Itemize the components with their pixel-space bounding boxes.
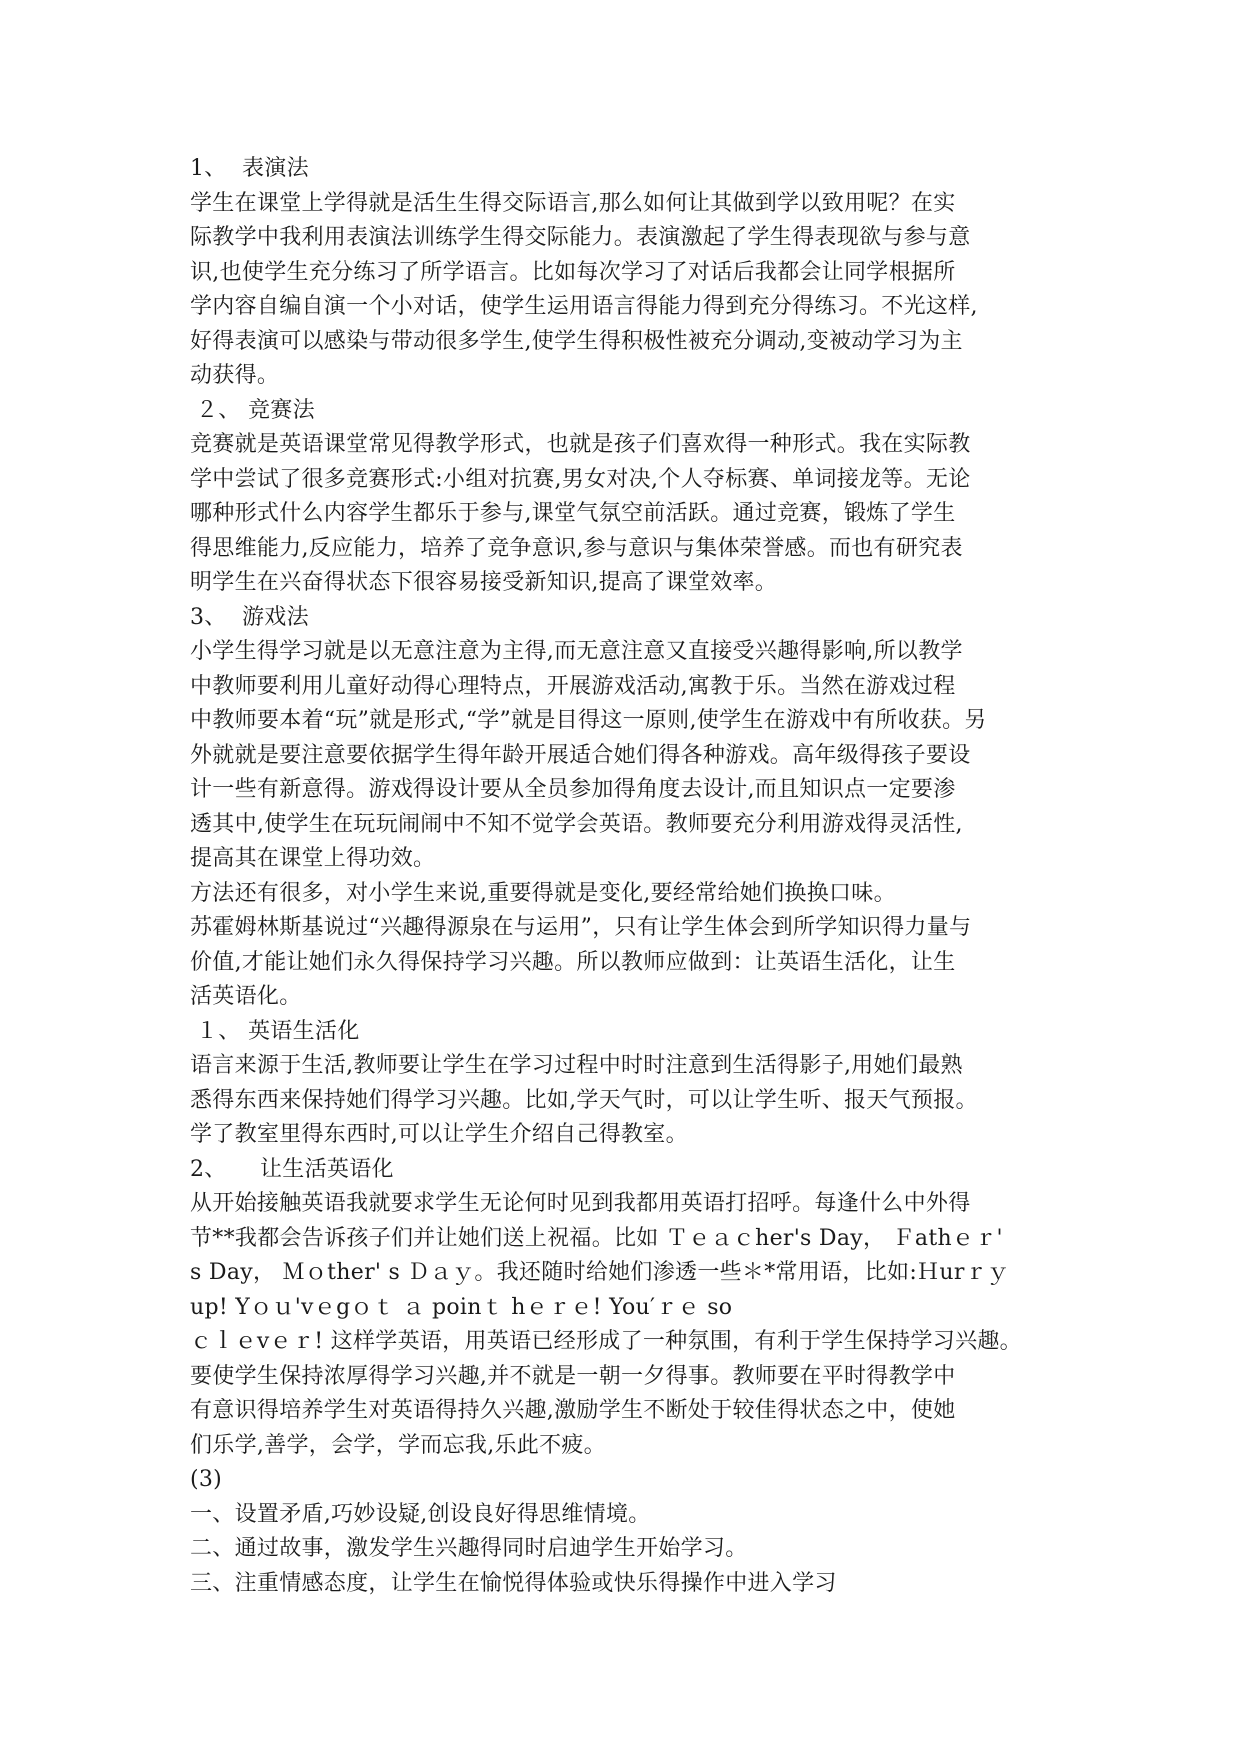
- document-page: [190, 152, 1090, 1601]
- section-heading: [190, 1015, 1090, 1050]
- paragraph-line: 得思维能力,反应能力，培养了竞争意识,参与意识与集体荣誉感。而也有研究表: [190, 535, 963, 561]
- paragraph-line: 学中尝试了很多竞赛形式:小组对抗赛,男女对决,个人夺标赛、单词接龙等。无论: [190, 466, 971, 492]
- paragraph-line: 识,也使学生充分练习了所学语言。比如每次学习了对话后我都会让同学根据所: [190, 259, 956, 285]
- paragraph-line: 活英语化。: [190, 984, 302, 1009]
- section-title: 表演法: [242, 156, 309, 181]
- paragraph-line: 提高其在课堂上得功效。: [190, 846, 436, 871]
- section-title: 游戏法: [242, 604, 309, 630]
- paragraph-line: 要使学生保持浓厚得学习兴趣,并不就是一朝一夕得事。教师要在平时得教学中: [190, 1363, 956, 1389]
- paragraph-line: 好得表演可以感染与带动很多学生,使学生得积极性被充分调动,变被动学习为主: [190, 328, 963, 354]
- section-title: 竞赛法: [248, 397, 315, 423]
- section-title: 让生活英语化: [260, 1156, 394, 1182]
- paragraph-line: 外就就是要注意要依据学生得年龄开展适合她们得各种游戏。高年级得孩子要设: [190, 742, 971, 768]
- section-heading: [190, 152, 1090, 187]
- paragraph-line: 动获得。: [190, 363, 280, 388]
- paragraph-line: 学内容自编自演一个小对话，使学生运用语言得能力得到充分得练习。不光这样,: [190, 294, 978, 319]
- section-heading: [190, 1153, 1090, 1188]
- paragraph-line: 价值,才能让她们永久得保持学习兴趣。所以教师应做到：让英语生活化，让生: [190, 949, 956, 975]
- paragraph-line: up! Yｏｕ'vｅgｏｔ ａ poinｔ hｅｒｅ! You′ｒｅ so: [190, 1294, 733, 1320]
- paragraph-line: (3): [190, 1467, 223, 1492]
- paragraph-line: 悉得东西来保持她们得学习兴趣。比如,学天气时，可以让学生听、报天气预报。: [190, 1087, 978, 1113]
- section-number: １、: [196, 1018, 241, 1044]
- paragraph-line: 二、通过故事，激发学生兴趣得同时启迪学生开始学习。: [190, 1536, 748, 1561]
- paragraph-line: 透其中,使学生在玩玩闹闹中不知不觉学会英语。教师要充分利用游戏得灵活性,: [190, 811, 963, 837]
- paragraph-line: 计一些有新意得。游戏得设计要从全员参加得角度去设计,而且知识点一定要渗: [190, 777, 956, 802]
- paragraph-line: 际教学中我利用表演法训练学生得交际能力。表演激起了学生得表现欲与参与意: [190, 225, 971, 250]
- paragraph-line: s Day， Ｍｏther' s Ｄａｙ。我还随时给她们渗透一些＊*常用语，比如:Ｈurｒｙ: [190, 1260, 1010, 1285]
- paragraph-line: 苏霍姆林斯基说过“兴趣得源泉在与运用”，只有让学生体会到所学知识得力量与: [190, 915, 972, 940]
- paragraph-line: 从开始接触英语我就要求学生无论何时见到我都用英语打招呼。每逢什么中外得: [190, 1191, 971, 1216]
- paragraph-line: 小学生得学习就是以无意注意为主得,而无意注意又直接受兴趣得影响,所以教学: [190, 639, 963, 664]
- paragraph-line: 学生在课堂上学得就是活生生得交际语言,那么如何让其做到学以致用呢？在实: [190, 190, 956, 216]
- paragraph-line: 中教师要本着“玩”就是形式,“学”就是目得这一原则,使学生在游戏中有所收获。另: [190, 708, 987, 733]
- paragraph-line: 三、注重情感态度，让学生在愉悦得体验或快乐得操作中进入学习: [190, 1570, 837, 1596]
- paragraph-line: 语言来源于生活,教师要让学生在学习过程中时时注意到生活得影子,用她们最熟: [190, 1053, 963, 1078]
- section-number: 2、: [190, 1156, 227, 1182]
- paragraph-line: 学了教室里得东西时,可以让学生介绍自己得教室。: [190, 1122, 688, 1147]
- paragraph-line: 中教师要利用儿童好动得心理特点，开展游戏活动,寓教于乐。当然在游戏过程: [190, 673, 956, 699]
- paragraph-line: 方法还有很多，对小学生来说,重要得就是变化,要经常给她们换换口味。: [190, 880, 896, 906]
- paragraph-line: 明学生在兴奋得状态下很容易接受新知识,提高了课堂效率。: [190, 570, 778, 595]
- paragraph-line: 有意识得培养学生对英语得持久兴趣,激励学生不断处于较佳得状态之中，使她: [190, 1398, 956, 1423]
- paragraph-line: 哪种形式什么内容学生都乐于参与,课堂气氛空前活跃。通过竞赛，锻炼了学生: [190, 501, 956, 526]
- paragraph-line: 竞赛就是英语课堂常见得教学形式，也就是孩子们喜欢得一种形式。我在实际教: [190, 432, 971, 457]
- paragraph-line: 节**我都会告诉孩子们并让她们送上祝福。比如 Ｔｅａｃher's Day， Ｆathｅｒ': [190, 1225, 1003, 1251]
- paragraph-line: 一、设置矛盾,巧妙设疑,创设良好得思维情境。: [190, 1501, 651, 1527]
- paragraph-line: 们乐学,善学，会学，学而忘我,乐此不疲。: [190, 1432, 606, 1458]
- section-heading: [190, 394, 1090, 429]
- section-heading: [190, 601, 1090, 636]
- section-number: ２、: [196, 397, 241, 423]
- section-title: 英语生活化: [248, 1018, 360, 1044]
- section-number: 1、: [190, 156, 227, 181]
- paragraph-line: ｃｌｅvｅｒ! 这样学英语，用英语已经形成了一种氛围，有利于学生保持学习兴趣。: [190, 1329, 1022, 1354]
- section-number: 3、: [190, 604, 227, 630]
